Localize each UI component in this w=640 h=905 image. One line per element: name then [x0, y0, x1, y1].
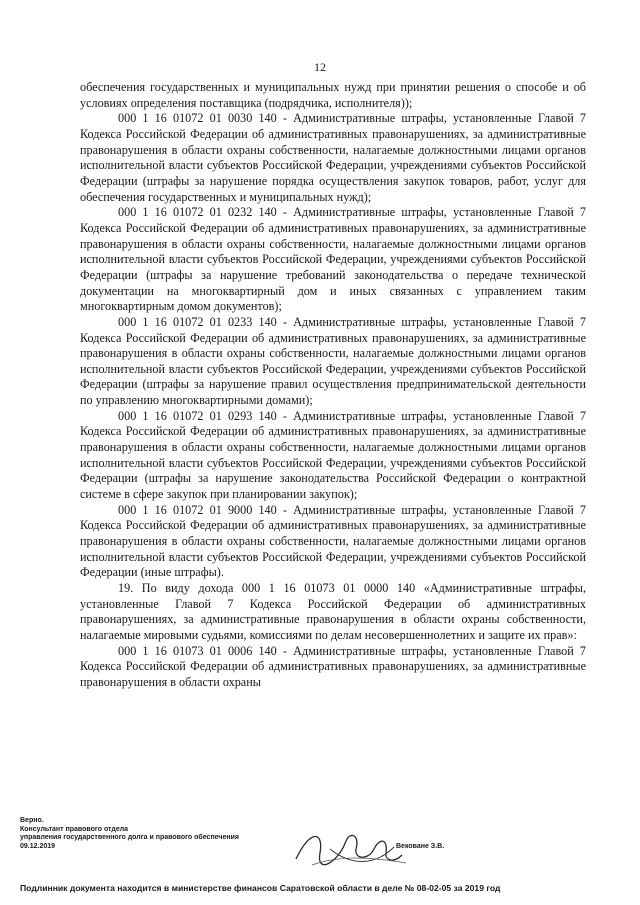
document-body: [80, 80, 586, 691]
paragraph: 000 1 16 01072 01 0030 140 - Административные штрафы, установленные Главой 7 Кодекса Российской Федерации об административных правонарушениях, за административные правонарушения в области охраны собственности, налагаемые должностными лицами органов исполнительной власти субъектов Российской Федерации, учреждениями субъектов Российской Федерации (штрафы за нарушение порядка осуществления закупок товаров, работ, услуг для обеспечения государственных и муниципальных нужд);: [80, 111, 586, 204]
certification-position: Консультант правового отдела: [20, 825, 129, 833]
page-number: 12: [314, 60, 326, 74]
certification-footer: [20, 817, 620, 893]
certification-department: управления государственного долга и правового обеспечения: [20, 834, 239, 841]
handwritten-signature: [290, 819, 410, 873]
original-location-note: Подлинник документа находится в министерстве финансов Саратовской области в деле № 08-02-05 за 2019 год: [20, 883, 501, 893]
paragraph: 000 1 16 01073 01 0006 140 - Административные штрафы, установленные Главой 7 Кодекса Российской Федерации об административных правонарушениях, за административные правонарушения в области охраны: [80, 643, 586, 689]
certification-date: 09.12.2019: [20, 842, 56, 850]
paragraph: 19. По виду дохода 000 1 16 01073 01 0000 140 «Административные штрафы, установленные Главой 7 Кодекса Российской Федерации об административных правонарушениях, за административные правонарушения в области охраны собственности, налагаемые мировыми судьями, комиссиями по делам несовершеннолетних и защите их прав»:: [80, 581, 586, 642]
paragraph: 000 1 16 01072 01 0233 140 - Административные штрафы, установленные Главой 7 Кодекса Российской Федерации об административных правонарушениях, за административные правонарушения в области охраны собственности, налагаемые должностными лицами органов исполнительной власти субъектов Российской Федерации, учреждениями субъектов Российской Федерации (штрафы за нарушение правил осуществления предпринимательской деятельности по управлению многоквартирными домами);: [80, 314, 586, 408]
paragraph: 000 1 16 01072 01 0293 140 - Административные штрафы, установленные Главой 7 Кодекса Российской Федерации об административных правонарушениях, за административные правонарушения в области охраны собственности, налагаемые должностными лицами органов исполнительной власти субъектов Российской Федерации, учреждениями субъектов Российской Федерации (штрафы за нарушение законодательства Российской Федерации о контрактной системе в сфере закупок при планировании закупок);: [80, 408, 586, 502]
paragraph: обеспечения государственных и муниципальных нужд при принятии решения о способе и об условиях определения поставщика (подрядчика, исполнителя));: [80, 80, 586, 110]
certification-verno: Верно.: [20, 817, 44, 824]
paragraph: 000 1 16 01072 01 0232 140 - Административные штрафы, установленные Главой 7 Кодекса Российской Федерации об административных правонарушениях, за административные правонарушения в области охраны собственности, налагаемые должностными лицами органов исполнительной власти субъектов Российской Федерации, учреждениями субъектов Российской Федерации (штрафы за нарушение требований законодательства о передаче технической документации на многоквартирный дом и иных связанных с управлением таким многоквартирным домом документов);: [80, 205, 586, 314]
signer-name: Вековане З.В.: [396, 843, 445, 850]
paragraph: 000 1 16 01072 01 9000 140 - Административные штрафы, установленные Главой 7 Кодекса Российской Федерации об административных правонарушениях, за административные правонарушения в области охраны собственности, налагаемые должностными лицами органов исполнительной власти субъектов Российской Федерации, учреждениями субъектов Российской Федерации (иные штрафы).: [80, 502, 586, 580]
